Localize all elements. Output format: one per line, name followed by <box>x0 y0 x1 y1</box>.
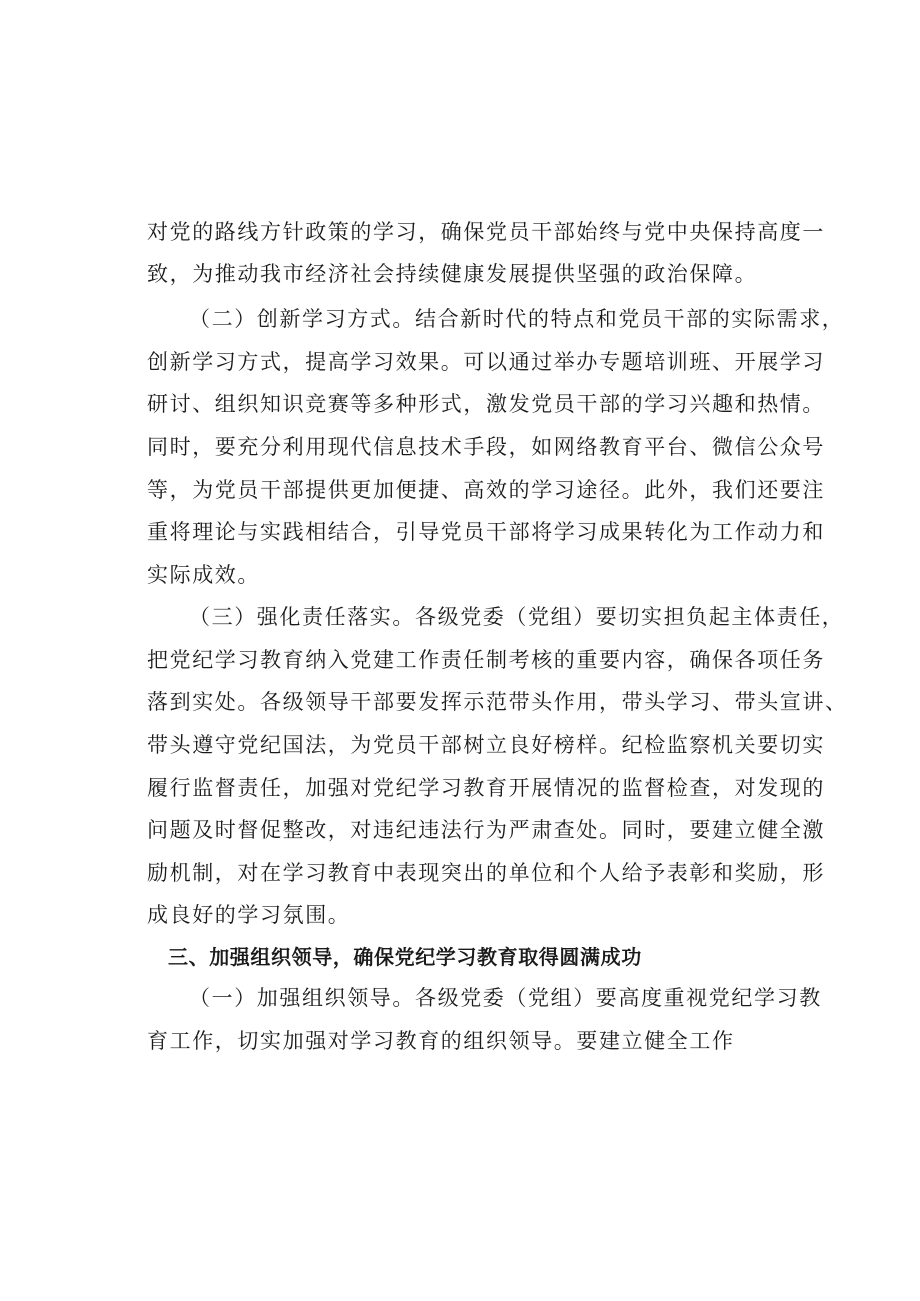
para2-line-1: （二）创新学习方式。结合新时代的特点和党员干部的实际需求， <box>189 307 845 331</box>
para2-line-4: 同时，要充分利用现代信息技术手段，如网络教育平台、微信公众号 <box>147 435 825 459</box>
para2-line-7: 实际成效。 <box>147 563 260 587</box>
para4-line-1: （一）加强组织领导。各级党委（党组）要高度重视党纪学习教 <box>189 986 822 1010</box>
para2-line-3: 研讨、组织知识竞赛等多种形式，激发党员干部的学习兴趣和热情。 <box>147 392 825 416</box>
para2-line-2: 创新学习方式，提高学习效果。可以通过举办专题培训班、开展学习 <box>147 350 825 374</box>
para1-line-1: 对党的路线方针政策的学习，确保党员干部始终与党中央保持高度一 <box>147 220 825 244</box>
para1-line-2: 致，为推动我市经济社会持续健康发展提供坚强的政治保障。 <box>147 262 758 286</box>
para3-line-8: 成良好的学习氛围。 <box>147 903 351 927</box>
para3-line-2: 把党纪学习教育纳入党建工作责任制考核的重要内容，确保各项任务 <box>147 648 825 672</box>
para3-line-5: 履行监督责任，加强对党纪学习教育开展情况的监督检查，对发现的 <box>147 776 825 800</box>
para3-line-3: 落到实处。各级领导干部要发挥示范带头作用，带头学习、带头宣讲、 <box>147 690 848 714</box>
para4-line-2: 育工作，切实加强对学习教育的组织领导。要建立健全工作 <box>147 1029 735 1053</box>
para3-line-4: 带头遵守党纪国法，为党员干部树立良好榜样。纪检监察机关要切实 <box>147 733 825 757</box>
para3-line-6: 问题及时督促整改，对违纪违法行为严肃查处。同时，要建立健全激 <box>147 818 825 842</box>
para2-line-5: 等，为党员干部提供更加便捷、高效的学习途径。此外，我们还要注 <box>147 478 825 502</box>
para3-line-1: （三）强化责任落实。各级党委（党组）要切实担负起主体责任， <box>189 605 845 629</box>
para3-line-7: 励机制，对在学习教育中表现突出的单位和个人给予表彰和奖励，形 <box>147 861 825 885</box>
section-heading-3: 三、加强组织领导，确保党纪学习教育取得圆满成功 <box>168 945 642 969</box>
para2-line-6: 重将理论与实践相结合，引导党员干部将学习成果转化为工作动力和 <box>147 520 825 544</box>
